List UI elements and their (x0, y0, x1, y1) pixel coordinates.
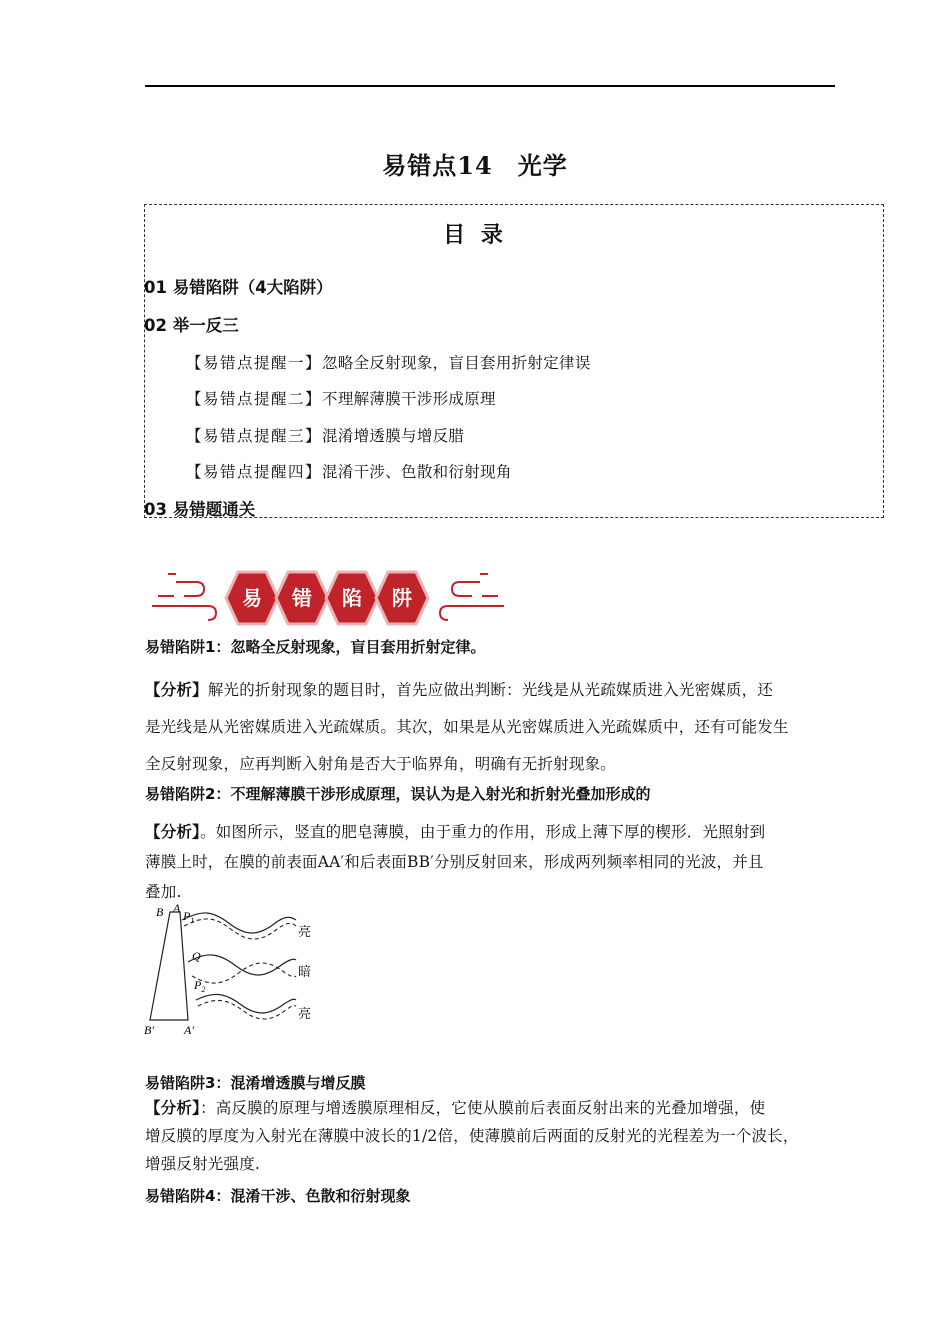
analysis-line: ：高反膜的原理与增透膜原理相反，它使从膜前后表面反射出来的光叠加增强，使 (200, 1099, 766, 1117)
banner-char: 阱 (392, 586, 412, 610)
wave-solid (196, 994, 296, 1013)
wave-solid (188, 955, 296, 975)
toc-item-tag: 【易错点提醒一】 (186, 354, 323, 372)
wave-dashed (184, 919, 296, 939)
banner-right-ornament (440, 574, 504, 620)
banner-left-ornament (152, 574, 216, 620)
toc-item-tag: 【易错点提醒二】 (186, 390, 323, 408)
toc-item-text: 混淆增透膜与增反腊 (322, 427, 465, 445)
wave-dashed (198, 1000, 296, 1019)
section-banner (148, 566, 508, 630)
analysis-tag: 【分析】 (145, 1099, 201, 1117)
header-rule (145, 85, 835, 87)
wave-solid (182, 913, 296, 933)
film-wedge (150, 912, 188, 1020)
toc-item[interactable] (186, 460, 512, 482)
toc-section-2[interactable]: 02 举一反三 (144, 316, 239, 335)
label-bright-2: 亮 (298, 1007, 312, 1022)
toc-item-text: 混淆干涉、色散和衍射现角 (322, 463, 512, 481)
label-q: Q (192, 949, 201, 963)
analysis-line: 是光线是从光密媒质进入光疏媒质。其次，如果是从光密媒质进入光疏媒质中，还有可能发生 (145, 718, 789, 736)
banner-char: 易 (242, 586, 262, 610)
analysis-line: 增强反射光强度. (145, 1155, 261, 1173)
label-p2: $P_2$ (194, 978, 206, 994)
trap-4-heading: 易错陷阱4：混淆干涉、色散和衍射现象 (145, 1187, 411, 1205)
label-a: A (173, 901, 181, 915)
toc-item[interactable] (186, 387, 496, 409)
label-a-prime: A′ (184, 1023, 194, 1037)
analysis-line: 增反膜的厚度为入射光在薄膜中波长的1/2倍，使薄膜前后两面的反射光的光程差为一个波长， (145, 1127, 799, 1145)
analysis-line: 解光的折射现象的题目时，首先应做出判断：光线是从光疏媒质进入光密媒质，还 (207, 681, 774, 699)
trap-3-heading: 易错陷阱3：混淆增透膜与增反膜 (145, 1074, 366, 1092)
thin-film-diagram (140, 900, 330, 1040)
trap-1-heading: 易错陷阱1：忽略全反射现象，盲目套用折射定律。 (145, 638, 486, 656)
trap-2-analysis (145, 817, 845, 907)
toc-item-text: 不理解薄膜干涉形成原理 (322, 390, 496, 408)
trap-2-heading: 易错陷阱2：不理解薄膜干涉形成原理，误认为是入射光和折射光叠加形成的 (145, 785, 651, 803)
analysis-line: 全反射现象，应再判断入射角是否大于临界角，明确有无折射现象。 (145, 755, 617, 773)
label-b-prime: B′ (144, 1023, 154, 1037)
document-title: 易错点14 光学 (382, 151, 568, 180)
toc-section-3[interactable]: 03 易错题通关 (144, 500, 256, 519)
trap-3-analysis (145, 1094, 845, 1178)
toc-item[interactable] (186, 424, 464, 446)
banner-char: 错 (292, 586, 312, 610)
trap-1-analysis (145, 672, 845, 783)
analysis-line: 。如图所示，竖直的肥皂薄膜，由于重力的作用，形成上薄下厚的楔形．光照射到 (200, 823, 766, 841)
banner-char: 陷 (342, 586, 362, 610)
toc-item[interactable] (186, 351, 591, 373)
analysis-tag: 【分析】 (145, 823, 201, 841)
toc-heading: 目 录 (443, 223, 507, 248)
toc-item-tag: 【易错点提醒三】 (186, 427, 323, 445)
label-dark: 暗 (298, 965, 312, 980)
toc-item-tag: 【易错点提醒四】 (186, 463, 323, 481)
toc-section-1[interactable]: 01 易错陷阱（4大陷阱） (144, 278, 333, 297)
label-bright-1: 亮 (298, 925, 312, 940)
analysis-tag: 【分析】 (145, 681, 208, 699)
toc-item-text: 忽略全反射现象，盲目套用折射定律误 (322, 354, 591, 372)
analysis-line: 叠加. (145, 883, 182, 901)
label-b: B (156, 905, 164, 919)
analysis-line: 薄膜上时，在膜的前表面AA′和后表面BB′分别反射回来，形成两列频率相同的光波，并且 (145, 853, 764, 871)
label-p1: $P_1$ (183, 909, 195, 925)
